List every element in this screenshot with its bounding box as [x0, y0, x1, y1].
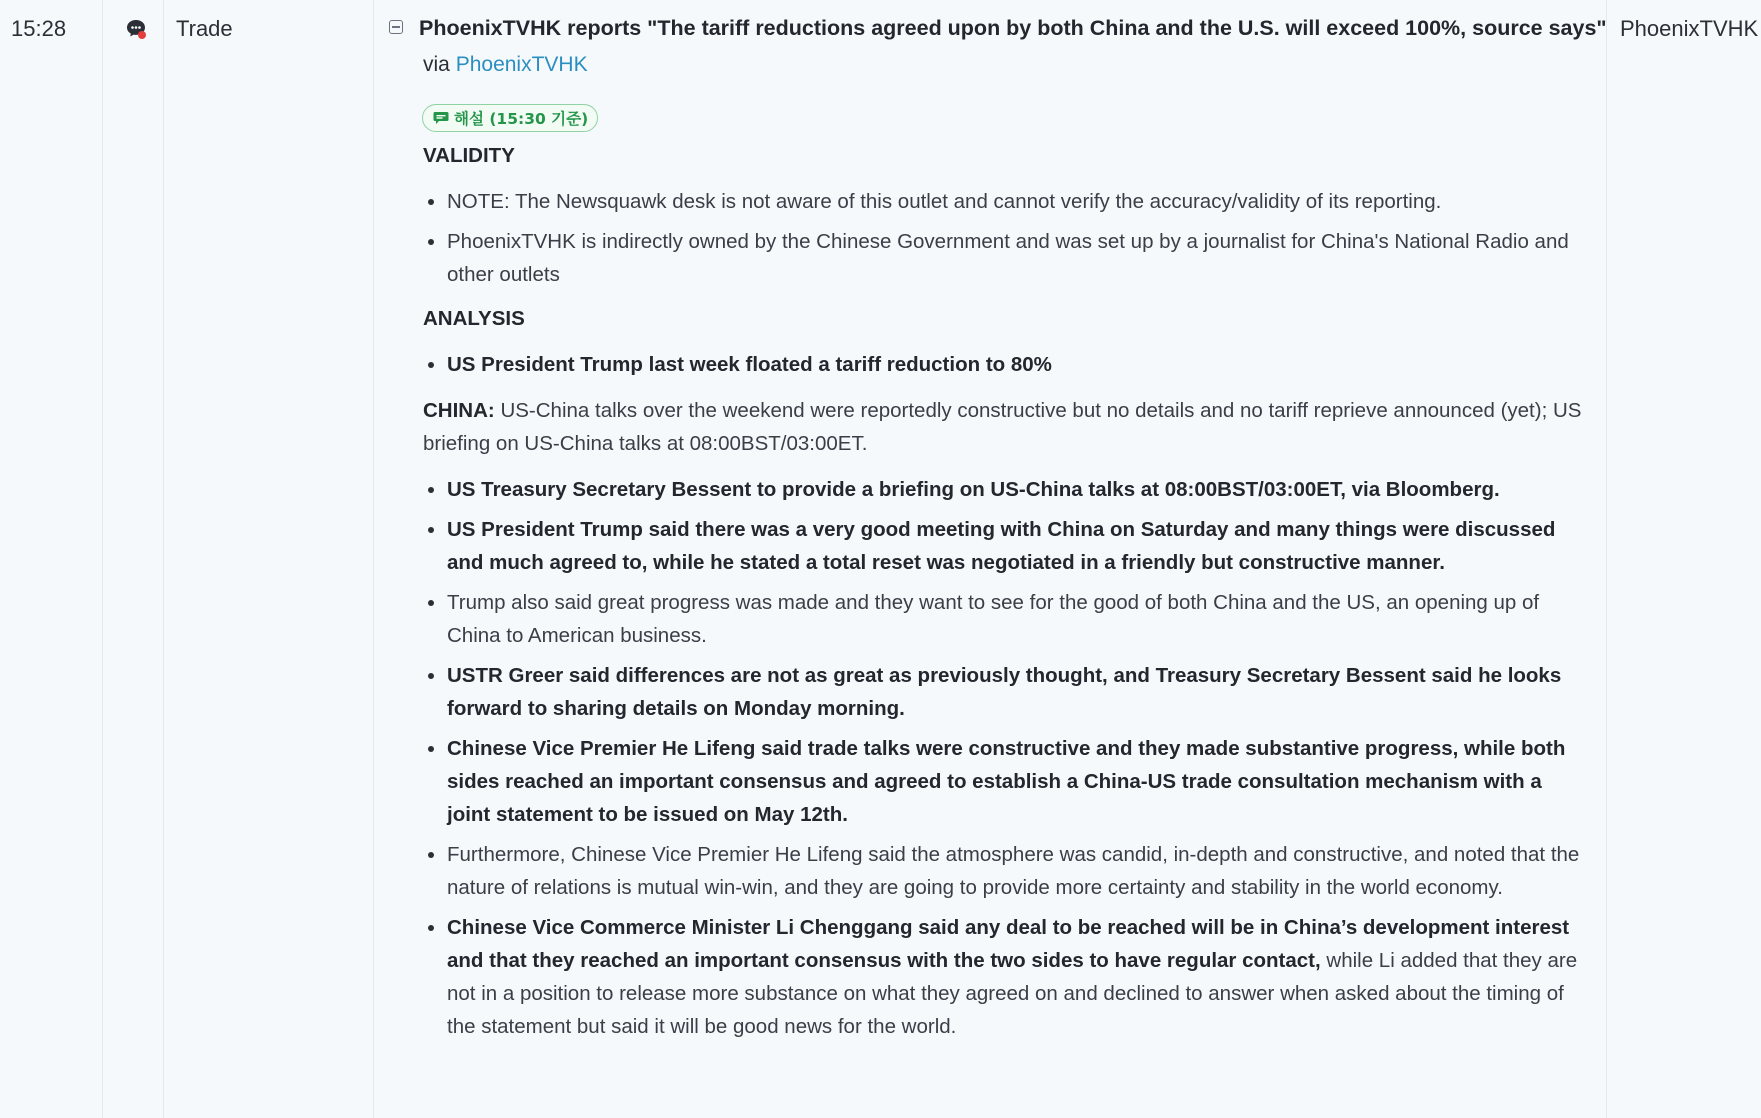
category-label: Trade — [176, 16, 233, 41]
source-label: PhoenixTVHK — [1620, 16, 1759, 41]
list-item: • Furthermore, Chinese Vice Premier He Lifeng said the atmosphere was candid, in-depth and constructive, and noted that the nature of relations is mutual win-win, and they are going to provide more certainty and stability in the world economy. — [447, 838, 1583, 904]
collapse-minus-icon[interactable] — [389, 20, 403, 34]
speech-bubble-alert-icon — [125, 18, 147, 40]
list-item — [447, 911, 1583, 1043]
list-item-rest: while Li added that they are not in a position to release more substance on what they agreed on and declined to answer when asked about the timing of the statement but said it will be good news for the world. — [447, 949, 1578, 1038]
source-column — [1607, 0, 1761, 1118]
comment-icon — [433, 111, 449, 125]
validity-heading: VALIDITY — [423, 144, 515, 167]
china-paragraph — [423, 394, 1583, 460]
via-source-link[interactable]: PhoenixTVHK — [455, 53, 588, 76]
analysis-heading: ANALYSIS — [423, 307, 525, 330]
list-item-bold: Chinese Vice Commerce Minister Li Chenggang said any deal to be reached will be in China’s development interest and that they reached an important consensus with the two sides to have regular contact, — [447, 916, 1570, 972]
timestamp: 15:28 — [11, 16, 67, 41]
list-item: • Chinese Vice Premier He Lifeng said trade talks were constructive and they made substantive progress, while both sides reached an important consensus and agreed to establish a China-US trade consultation mechanism with a joint statement to be issued on May 12th. — [447, 732, 1583, 831]
list-item: • US President Trump last week floated a tariff reduction to 80% — [447, 348, 1583, 381]
commentary-badge[interactable] — [422, 104, 598, 132]
category-column — [164, 0, 374, 1118]
story-column — [374, 0, 1607, 1118]
analysis-list — [423, 348, 1583, 381]
list-item: • US Treasury Secretary Bessent to provide a briefing on US-China talks at 08:00BST/03:00ET, via Bloomberg. — [447, 473, 1583, 506]
commentary-label: 해설 (15:30 기준) — [454, 110, 589, 128]
icon-column — [103, 0, 164, 1118]
list-item: • USTR Greer said differences are not as great as previously thought, and Treasury Secretary Bessent said he looks forward to sharing details on Monday morning. — [447, 659, 1583, 725]
china-label: CHINA: — [423, 399, 495, 422]
story-content — [423, 143, 1583, 1043]
via-line — [423, 53, 588, 77]
via-prefix: via — [423, 53, 450, 76]
list-item: • US President Trump said there was a very good meeting with China on Saturday and many things were discussed and much agreed to, while he stated a total reset was negotiated in a friendly but constructive manner. — [447, 513, 1583, 579]
time-column — [0, 0, 103, 1118]
list-item: • Trump also said great progress was made and they want to see for the good of both China and the US, an opening up of China to American business. — [447, 586, 1583, 652]
list-item: • PhoenixTVHK is indirectly owned by the Chinese Government and was set up by a journalist for China's National Radio and other outlets — [447, 225, 1583, 291]
validity-list — [423, 185, 1583, 291]
china-text: US-China talks over the weekend were reportedly constructive but no details and no tariff reprieve announced (yet); US briefing on US-China talks at 08:00BST/03:00ET. — [423, 399, 1582, 455]
headline[interactable]: PhoenixTVHK reports "The tariff reductions agreed upon by both China and the U.S. will exceed 100%, source says" — [419, 16, 1607, 40]
china-list — [423, 473, 1583, 1043]
list-item: • NOTE: The Newsquawk desk is not aware of this outlet and cannot verify the accuracy/validity of its reporting. — [447, 185, 1583, 218]
